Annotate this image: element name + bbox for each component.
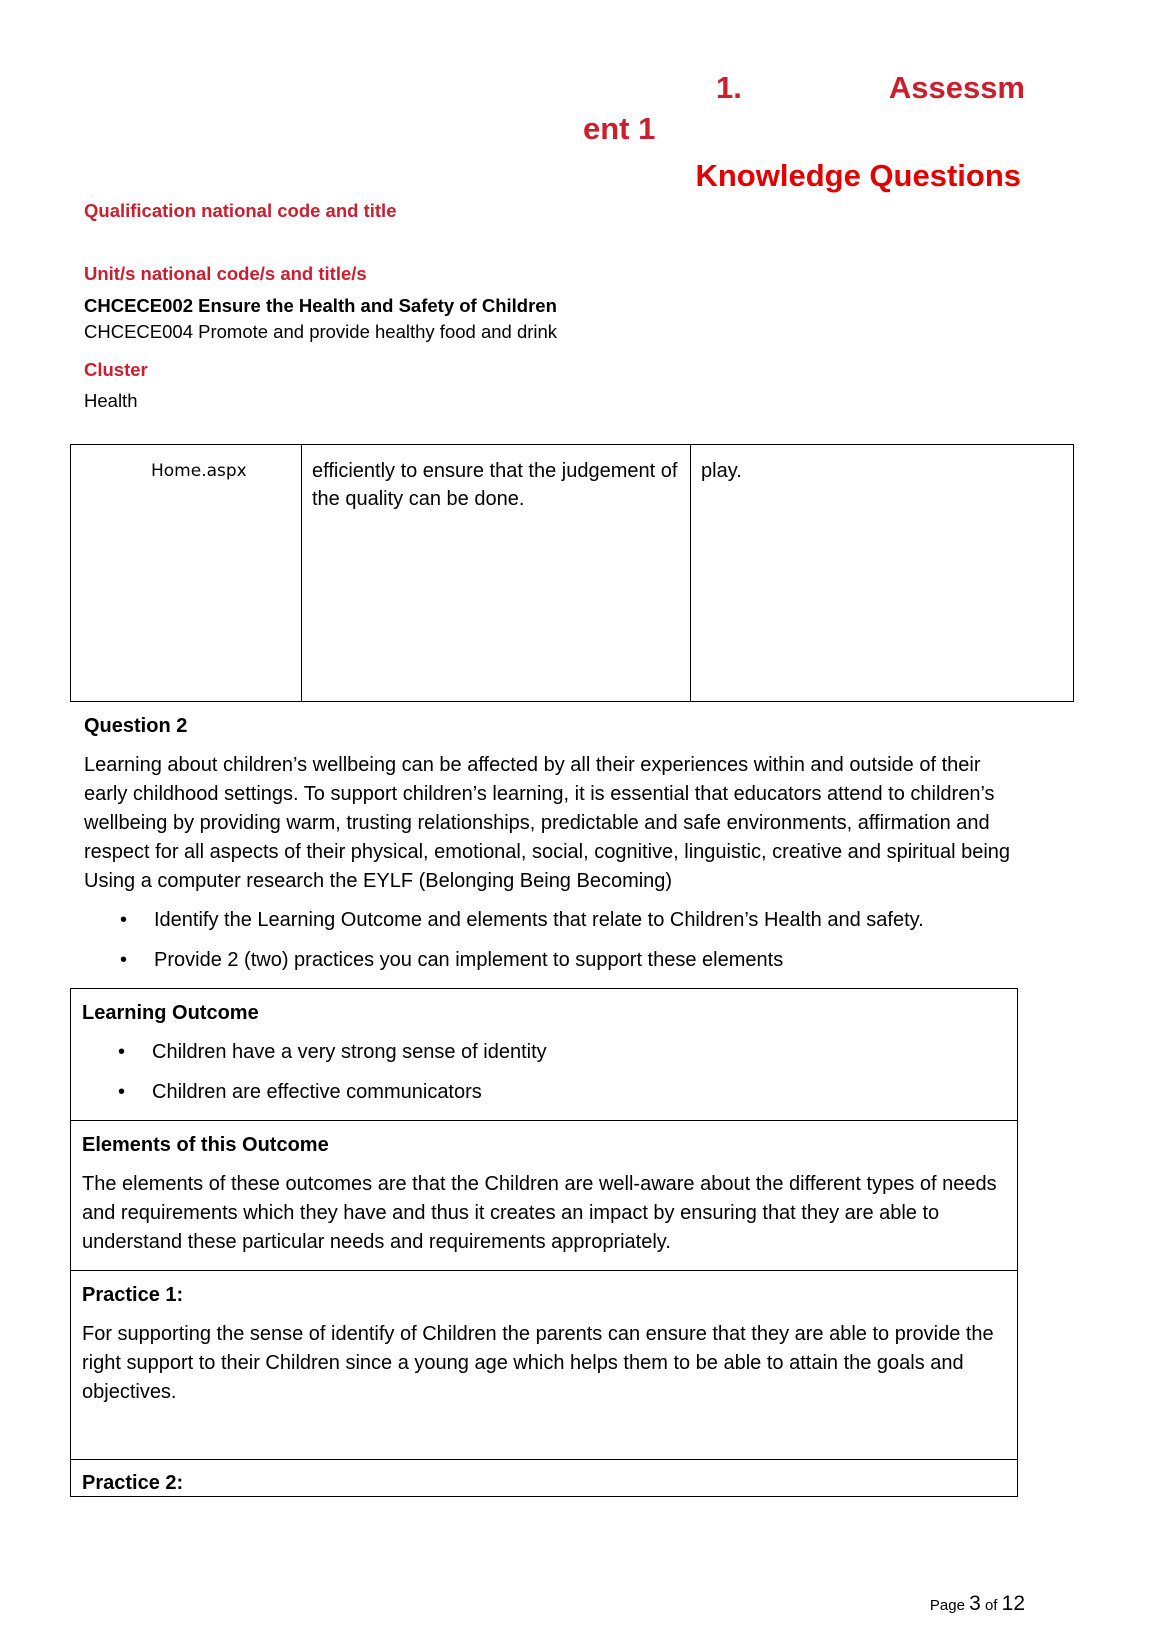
unit-2: CHCECE004 Promote and provide healthy food and drink — [84, 321, 558, 342]
answer-table — [70, 988, 1018, 1497]
table-cell: Home.aspx — [71, 445, 302, 702]
elements-label: Elements of this Outcome — [82, 1134, 329, 1156]
table-cell: play. — [691, 445, 1074, 702]
page-total: 12 — [1001, 1592, 1025, 1615]
of-word: of — [984, 1597, 998, 1614]
qualification-label: Qualification national code and title — [84, 200, 397, 221]
question-2-bullets — [84, 906, 924, 975]
table-row — [71, 989, 1018, 1121]
heading-number: 1. — [716, 70, 742, 105]
practice-1-text: For supporting the sense of identify of Children the parents can ensure that they are able to provide the right support to their Children since a young age which helps them to be able to attain the goals and objectives. — [82, 1323, 994, 1403]
elements-text: The elements of these outcomes are that the Children are well-aware about the different types of needs and requirements which they have and thus it creates an impact by ensuring that they are able to understand these particular needs and requirements appropriately. — [82, 1173, 997, 1253]
heading-title-part1: Assessm — [888, 70, 1025, 105]
cluster-label: Cluster — [84, 359, 148, 380]
list-item: • Children have a very strong sense of identity — [82, 1038, 1006, 1067]
unit-1: CHCECE002 Ensure the Health and Safety of Children — [84, 295, 557, 316]
question-2-paragraph: Learning about children’s wellbeing can be affected by all their experiences within and outside of their early childhood settings. To support children’s learning, it is essential that educators attend to children’s wellbeing by providing warm, trusting relationships, predictable and safe environments, affirmation and respect for all aspects of their physical, emotional, social, cognitive, linguistic, creative and spiritual being Using a computer research the EYLF (Belonging Being Becoming) — [84, 754, 1011, 892]
practice-1-label: Practice 1: — [82, 1284, 184, 1306]
table-row — [71, 1121, 1018, 1271]
table-row — [71, 445, 1074, 702]
learning-outcome-list — [82, 1038, 1006, 1107]
page-current: 3 — [969, 1592, 981, 1615]
table-row — [71, 1460, 1018, 1497]
practice-2-label: Practice 2: — [82, 1472, 184, 1494]
page-footer — [930, 1592, 1025, 1616]
list-item: • Provide 2 (two) practices you can implement to support these elements — [84, 946, 924, 975]
heading-subtitle: Knowledge Questions — [695, 158, 1021, 193]
learning-outcome-label: Learning Outcome — [82, 1002, 259, 1024]
table-row — [71, 1271, 1018, 1460]
question-2-label: Question 2 — [84, 715, 188, 737]
units-label: Unit/s national code/s and title/s — [84, 263, 367, 284]
heading-title-part2: ent 1 — [583, 111, 656, 146]
table-cell: efficiently to ensure that the judgement of the quality can be done. — [302, 445, 691, 702]
cluster-value: Health — [84, 390, 138, 411]
list-item: • Identify the Learning Outcome and elements that relate to Children’s Health and safety. — [84, 906, 924, 935]
continuation-table — [70, 444, 1074, 702]
page-word: Page — [929, 1597, 965, 1614]
list-item: • Children are effective communicators — [82, 1078, 1006, 1107]
